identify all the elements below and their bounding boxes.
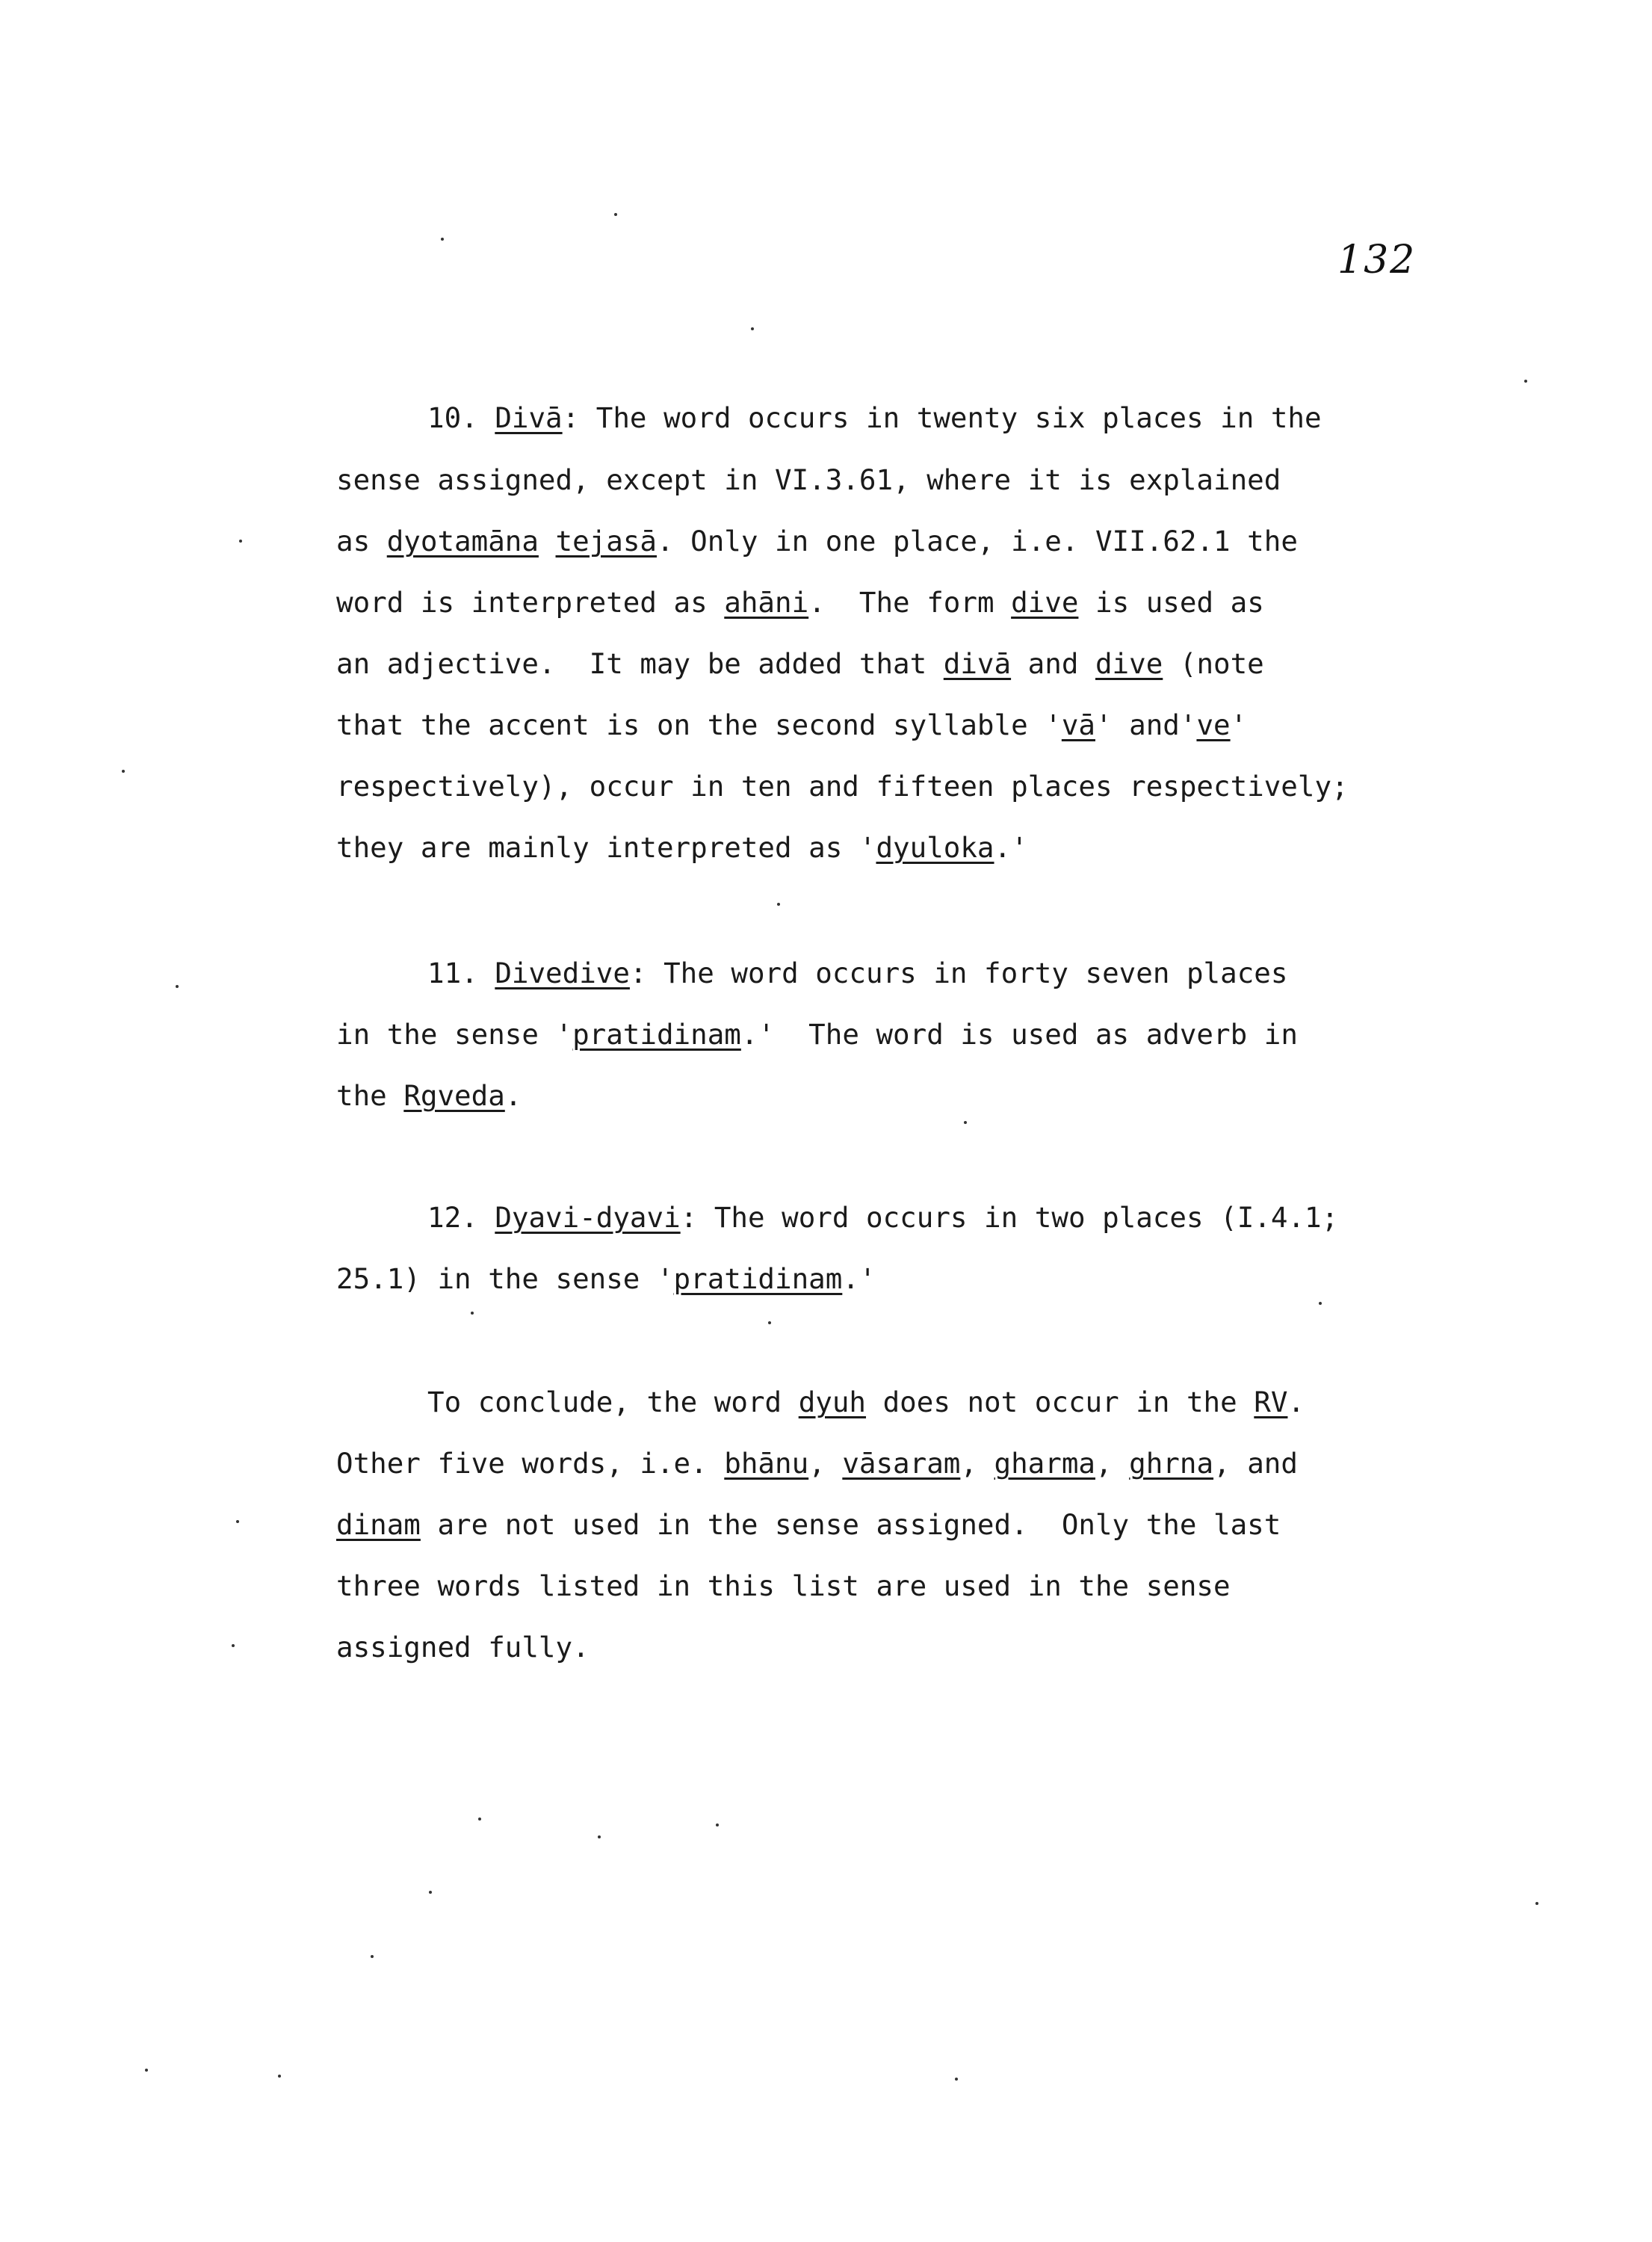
text-line bbox=[427, 1201, 1338, 1234]
text-line bbox=[336, 1569, 1231, 1602]
underlined-term: dyuloka bbox=[876, 831, 994, 864]
text-line bbox=[336, 525, 1298, 558]
text-line bbox=[336, 1018, 1298, 1051]
text-run: 10. bbox=[427, 401, 495, 434]
scan-speck bbox=[1524, 380, 1527, 383]
text-run: , and bbox=[1213, 1447, 1298, 1480]
scan-speck bbox=[777, 903, 780, 906]
text-run: in the sense ' bbox=[336, 1018, 573, 1051]
text-run: assigned fully. bbox=[336, 1631, 590, 1664]
underlined-term: ahāni bbox=[724, 586, 809, 619]
text-line bbox=[336, 463, 1281, 496]
underlined-term: ve bbox=[1196, 708, 1231, 741]
text-run: 11. bbox=[427, 957, 495, 989]
text-line bbox=[336, 831, 1028, 864]
scan-speck bbox=[239, 540, 242, 543]
text-run: . The form bbox=[808, 586, 1012, 619]
scan-speck bbox=[441, 238, 444, 241]
text-run: , bbox=[1095, 1447, 1130, 1480]
text-run: that the accent is on the second syllable ' bbox=[336, 708, 1062, 741]
scan-speck bbox=[478, 1818, 481, 1821]
underlined-term: Rgveda bbox=[403, 1079, 505, 1112]
scan-speck bbox=[614, 213, 617, 216]
text-run: : The word occurs in twenty six places in the bbox=[562, 401, 1322, 434]
scan-speck bbox=[236, 1520, 239, 1523]
text-run: word is interpreted as bbox=[336, 586, 725, 619]
scan-speck bbox=[176, 985, 179, 988]
text-line bbox=[336, 647, 1264, 680]
text-run: 25.1) in the sense ' bbox=[336, 1262, 674, 1295]
text-run: they are mainly interpreted as ' bbox=[336, 831, 876, 864]
scan-speck bbox=[1535, 1902, 1538, 1905]
text-run: ' bbox=[1230, 708, 1248, 741]
text-run: .' bbox=[842, 1262, 876, 1295]
scan-speck bbox=[145, 2069, 148, 2072]
text-run: three words listed in this list are used in the sense bbox=[336, 1569, 1231, 1602]
underlined-term: dyuh bbox=[798, 1386, 867, 1418]
underlined-term: pratidinam bbox=[673, 1262, 843, 1295]
text-line bbox=[336, 1079, 522, 1112]
underlined-term: bhānu bbox=[724, 1447, 809, 1480]
text-run: Other five words, i.e. bbox=[336, 1447, 725, 1480]
text-run: as bbox=[336, 525, 387, 558]
text-line bbox=[427, 1386, 1305, 1418]
text-run: , bbox=[808, 1447, 843, 1480]
text-run: respectively), occur in ten and fifteen places respectively; bbox=[336, 770, 1349, 803]
scan-speck bbox=[716, 1823, 719, 1826]
scan-speck bbox=[955, 2078, 958, 2081]
text-run: are not used in the sense assigned. Only the last bbox=[420, 1508, 1281, 1541]
underlined-term: ghrna bbox=[1129, 1447, 1214, 1480]
text-run: .' The word is used as adverb in bbox=[740, 1018, 1298, 1051]
underlined-term: dive bbox=[1095, 647, 1163, 680]
scan-speck bbox=[278, 2075, 281, 2078]
scan-speck bbox=[232, 1644, 235, 1647]
text-run: the bbox=[336, 1079, 404, 1112]
text-run: . bbox=[1287, 1386, 1305, 1418]
underlined-term: Dyavi-dyavi bbox=[495, 1201, 681, 1234]
text-run: .' bbox=[994, 831, 1028, 864]
underlined-term: gharma bbox=[994, 1447, 1095, 1480]
text-run: : The word occurs in two places (I.4.1; bbox=[680, 1201, 1339, 1234]
underlined-term: RV bbox=[1254, 1386, 1288, 1418]
underlined-term: dinam bbox=[336, 1508, 421, 1541]
text-line bbox=[336, 770, 1349, 803]
underlined-term: dyotamāna bbox=[386, 525, 539, 558]
underlined-term: vā bbox=[1061, 708, 1095, 741]
scan-speck bbox=[964, 1121, 967, 1124]
scan-speck bbox=[429, 1891, 432, 1894]
text-run: 12. bbox=[427, 1201, 495, 1234]
text-run: . Only in one place, i.e. VII.62.1 the bbox=[656, 525, 1298, 558]
scan-speck bbox=[768, 1321, 771, 1324]
text-run: To conclude, the word bbox=[427, 1386, 799, 1418]
underlined-term: dive bbox=[1011, 586, 1079, 619]
text-run: sense assigned, except in VI.3.61, where it is explained bbox=[336, 463, 1281, 496]
text-run bbox=[539, 525, 556, 558]
text-line bbox=[336, 586, 1264, 619]
underlined-term: divā bbox=[943, 647, 1012, 680]
underlined-term: vāsaram bbox=[842, 1447, 961, 1480]
text-run: (note bbox=[1163, 647, 1264, 680]
text-line bbox=[336, 708, 1247, 741]
text-line bbox=[336, 1631, 590, 1664]
text-line bbox=[336, 1447, 1298, 1480]
text-line bbox=[427, 401, 1322, 434]
text-run: and bbox=[1011, 647, 1095, 680]
text-run: , bbox=[960, 1447, 994, 1480]
scan-speck bbox=[1319, 1302, 1322, 1305]
text-run: does not occur in the bbox=[866, 1386, 1255, 1418]
text-run: : The word occurs in forty seven places bbox=[629, 957, 1288, 989]
underlined-term: Divā bbox=[495, 401, 563, 434]
scan-speck bbox=[371, 1955, 374, 1958]
text-line bbox=[336, 1508, 1281, 1541]
text-line bbox=[427, 957, 1287, 989]
underlined-term: tejasā bbox=[555, 525, 657, 558]
text-run: . bbox=[504, 1079, 522, 1112]
text-run: an adjective. It may be added that bbox=[336, 647, 944, 680]
text-run: is used as bbox=[1078, 586, 1264, 619]
scan-speck bbox=[122, 770, 125, 773]
page-number: 132 bbox=[1337, 238, 1417, 282]
text-line bbox=[336, 1262, 876, 1295]
underlined-term: Divedive bbox=[495, 957, 630, 989]
text-run: ' and' bbox=[1095, 708, 1197, 741]
scan-speck bbox=[471, 1312, 474, 1315]
underlined-term: pratidinam bbox=[572, 1018, 741, 1051]
scan-speck bbox=[751, 327, 754, 330]
scan-speck bbox=[598, 1835, 601, 1838]
